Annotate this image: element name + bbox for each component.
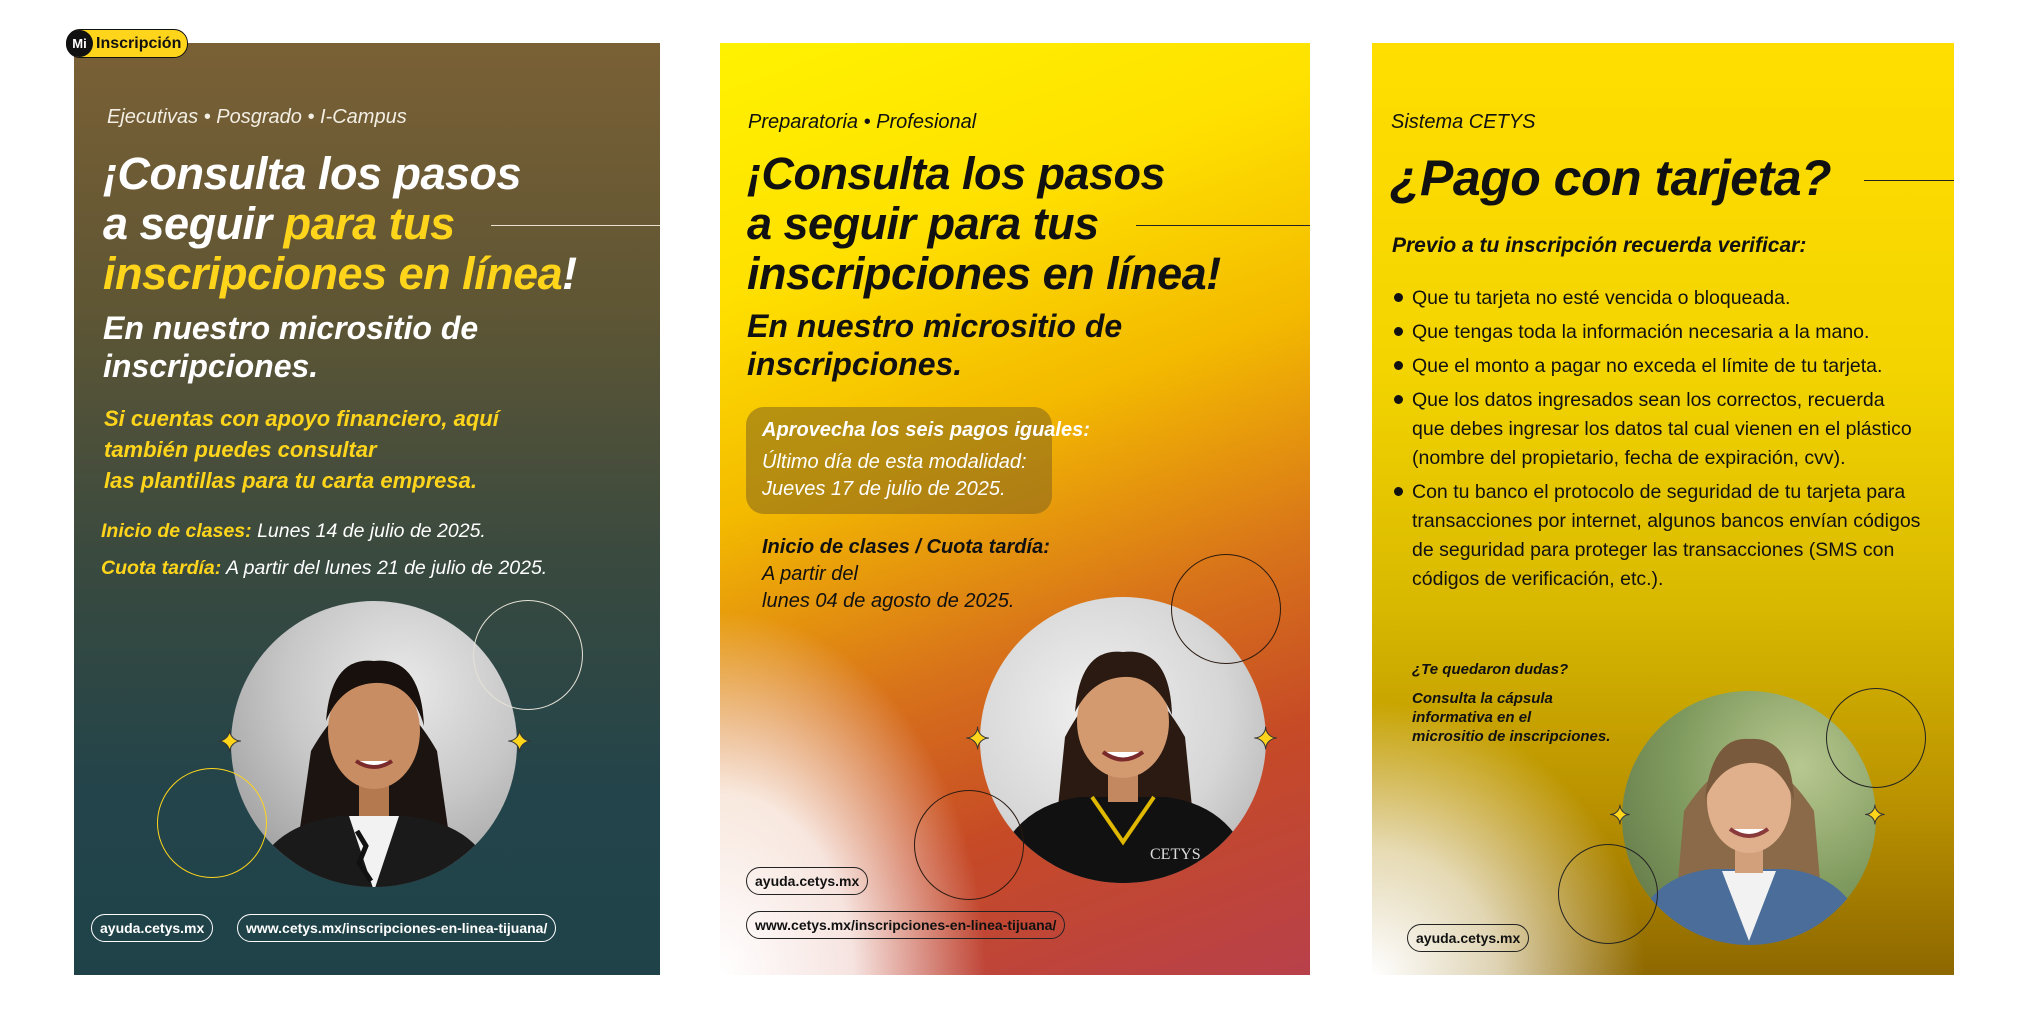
card3-checklist-item: Que los datos ingresados sean los correctos, recuerda que debes ingresar los datos tal cual vienen en el plástico (nombre del propietario, fecha de expiración, cvv). — [1392, 386, 1922, 473]
card3-doubts-line3: micrositio de inscripciones. — [1412, 728, 1611, 745]
badge-label: Inscripción — [96, 34, 182, 52]
card1-start-label: Inicio de clases: — [101, 520, 252, 542]
card1-tagline: Ejecutivas • Posgrado • I-Campus — [107, 106, 407, 128]
card-pago-tarjeta — [1372, 43, 1954, 975]
card1-heading-line3b: ! — [562, 248, 577, 299]
card2-dates-title: Inicio de clases / Cuota tardía: — [762, 536, 1050, 558]
card1-late-label: Cuota tardía: — [101, 557, 222, 579]
card3-doubts-line1: Consulta la cápsula — [1412, 690, 1553, 707]
card2-decor-ring-bottom — [914, 790, 1024, 900]
sparkle-icon: ✦ — [507, 726, 533, 759]
card2-tagline: Preparatoria • Profesional — [748, 111, 977, 133]
card1-heading-line2b: para tus — [283, 198, 455, 249]
card2-heading — [747, 149, 1221, 299]
card1-financial-line1: Si cuentas con apoyo financiero, aquí — [104, 406, 499, 431]
card2-dates — [762, 534, 1050, 615]
card1-heading-line3a: inscripciones en línea — [103, 248, 563, 299]
card2-dates-line1: A partir del — [762, 563, 858, 585]
card-preparatoria — [720, 43, 1310, 975]
card2-shirt-logo: CETYS — [1150, 846, 1201, 863]
card3-heading: ¿Pago con tarjeta? — [1390, 150, 1832, 206]
card3-link-help[interactable]: ayuda.cetys.mx — [1407, 924, 1529, 952]
card3-divider-line — [1864, 180, 1954, 181]
card3-checklist-item: Que tu tarjeta no esté vencida o bloqueada. — [1392, 284, 1942, 313]
card2-subheading — [747, 307, 1122, 383]
card3-doubts-line2: informativa en el — [1412, 709, 1532, 726]
card3-tagline: Sistema CETYS — [1391, 111, 1536, 133]
card1-late-fee — [101, 557, 547, 580]
sparkle-icon: ✦ — [965, 723, 991, 756]
card1-heading-line2a: a seguir — [103, 198, 284, 249]
card-ejecutivas — [74, 43, 660, 975]
card1-subheading-line2: inscripciones. — [103, 348, 319, 384]
card2-heading-line1: ¡Consulta los pasos — [747, 148, 1166, 199]
card3-decor-ring-top — [1826, 688, 1926, 788]
card1-subheading — [103, 309, 478, 385]
card1-decor-ring-bottom — [157, 768, 267, 878]
card2-box-text — [762, 449, 1027, 503]
card1-link-help[interactable]: ayuda.cetys.mx — [91, 914, 213, 942]
card1-heading — [103, 149, 577, 299]
card3-doubts-text — [1412, 689, 1610, 746]
card3-checklist-item: Que tengas toda la información necesaria a la mano. — [1392, 318, 1942, 347]
card1-link-site[interactable]: www.cetys.mx/inscripciones-en-linea-tijuana/ — [237, 914, 556, 942]
card1-start-date — [101, 520, 486, 543]
card1-late-value: A partir del lunes 21 de julio de 2025. — [221, 557, 548, 579]
mi-inscripcion-badge — [66, 29, 188, 58]
card2-link-site[interactable]: www.cetys.mx/inscripciones-en-linea-tijuana/ — [746, 911, 1065, 939]
card2-box-line2: Jueves 17 de julio de 2025. — [762, 478, 1006, 500]
card2-dates-line2: lunes 04 de agosto de 2025. — [762, 590, 1015, 612]
card1-start-value: Lunes 14 de julio de 2025. — [251, 520, 486, 542]
card2-decor-ring-top — [1171, 554, 1281, 664]
sparkle-icon: ✦ — [217, 726, 243, 759]
card2-link-help[interactable]: ayuda.cetys.mx — [746, 867, 868, 895]
card2-subheading-line2: inscripciones. — [747, 346, 963, 382]
sparkle-icon: ✦ — [1253, 723, 1279, 756]
card3-decor-ring-bottom — [1558, 844, 1658, 944]
mi-logo: Mi — [66, 30, 93, 57]
card2-heading-line2: a seguir para tus — [747, 198, 1099, 249]
sparkle-icon: ✦ — [1864, 800, 1886, 830]
card1-financial-line3: las plantillas para tu carta empresa. — [104, 468, 477, 493]
card3-checklist-item: Con tu banco el protocolo de seguridad de tu tarjeta para transacciones por internet, algunos bancos envían códigos de seguridad para proteger las transacciones (SMS con códigos de verificación, etc.). — [1392, 478, 1942, 594]
card1-financial-note — [104, 403, 499, 496]
sparkle-icon: ✦ — [1609, 800, 1631, 830]
card1-subheading-line1: En nuestro micrositio de — [103, 310, 479, 346]
card2-box-title: Aprovecha los seis pagos iguales: — [762, 419, 1090, 441]
card3-checklist — [1392, 284, 1942, 599]
card1-decor-ring-top — [473, 600, 583, 710]
card1-divider-line — [491, 225, 660, 226]
card2-divider-line — [1136, 225, 1310, 226]
card1-financial-line2: también puedes consultar — [104, 437, 377, 462]
card2-heading-line3: inscripciones en línea! — [747, 248, 1221, 299]
card2-subheading-line1: En nuestro micrositio de — [747, 308, 1123, 344]
card2-payment-box — [746, 407, 1090, 514]
card3-subheading: Previo a tu inscripción recuerda verificar: — [1392, 234, 1807, 257]
card3-checklist-item: Que el monto a pagar no exceda el límite de tu tarjeta. — [1392, 352, 1942, 381]
card1-heading-line1: ¡Consulta los pasos — [103, 148, 522, 199]
card3-doubts-title: ¿Te quedaron dudas? — [1412, 661, 1569, 678]
card2-box-line1: Último día de esta modalidad: — [762, 451, 1027, 473]
